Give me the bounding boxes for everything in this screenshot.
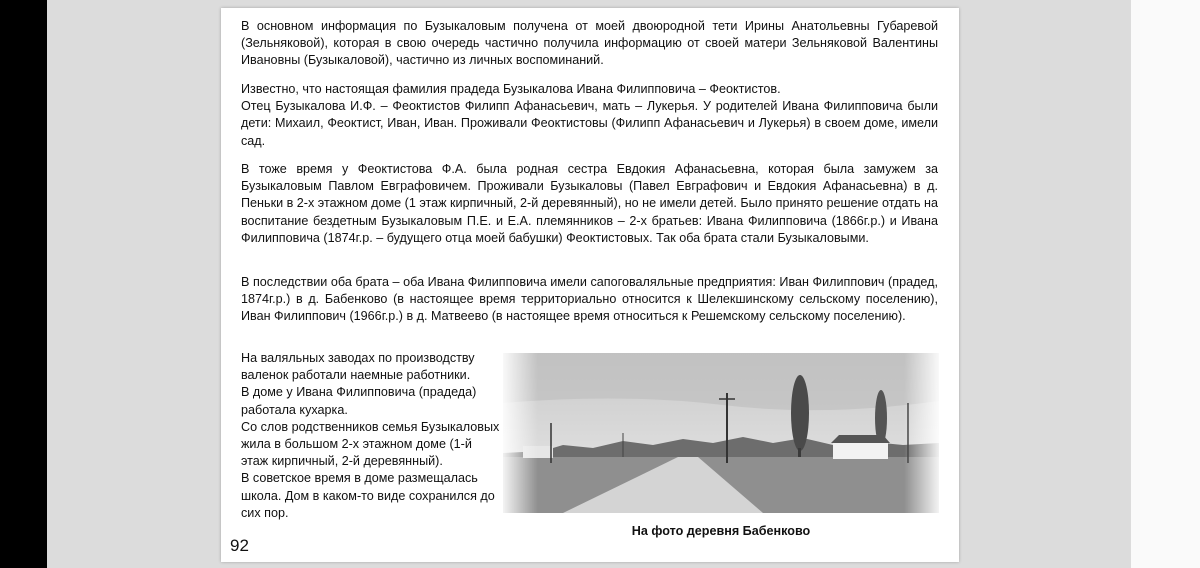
document-page	[221, 8, 959, 562]
photo-caption: На фото деревня Бабенково	[631, 524, 811, 538]
paragraph-4: В последствии оба брата – оба Ивана Филипповича имели сапоговаляльные предприятия: Иван Филиппович (прадед, 1874г.р.) в д. Бабенково (в настоящее время территориально относится к Шелекшинскому сельскому поселению), Иван Филиппович (1966г.р.) в д. Матвеево (в настоящее время относиться к Решемскому сельскому поселению).	[241, 275, 938, 324]
paragraph-1: В основном информация по Бузыкаловым получена от моей двоюродной тети Ирины Анатольевны Губаревой (Зельняковой), которая в свою очередь частично получила информацию от своей матери Зельняковой Валентины Ивановны (Бузыкаловой), частично из личных воспоминаний.	[241, 19, 938, 68]
navigation-bar	[1131, 0, 1200, 568]
left-black-bar	[0, 0, 47, 568]
paragraph-2: Известно, что настоящая фамилия прадеда Бузыкалова Ивана Филипповича – Феоктистов. Отец Бузыкалова И.Ф. – Феоктистов Филипп Афанасьевич, мать – Лукерья. У родителей Ивана Филипповича были дети: Михаил, Феоктист, Иван, Иван. Проживали Феоктистовы (Филипп Афанасьевич и Лукерья) в своем доме, имели сад.	[241, 82, 938, 148]
village-photo	[503, 353, 939, 513]
paragraph-3: В тоже время у Феоктистова Ф.А. была родная сестра Евдокия Афанасьевна, которая была замужем за Бузыкаловым Павлом Евграфовичем. Проживали Бузыкаловы (Павел Евграфович и Евдокия Афанасьевна) в д. Пеньки в 2-х этажном доме (1 этаж кирпичный, 2-й деревянный), но не имели детей. Было принято решение отдать на воспитание бездетным Бузыкаловым П.Е. и Е.А. племянников – 2-х братьев: Ивана Филипповича (1866г.р.) и Ивана Филипповича (1874г.р. – будущего отца моей бабушки) Феоктистовых. Так оба брата стали Бузыкаловыми.	[241, 162, 938, 245]
page-number: 92	[230, 536, 249, 555]
left-column-text: На валяльных заводах по производству валенок работали наемные работники. В доме у Ивана Филипповича (прадеда) работала кухарка. Со слов родственников семья Бузыкаловых жила в большом 2-х этажном доме (1-й этаж кирпичный, 2-й деревянный). В советское время в доме размещалась школа. Дом в каком-то виде сохранился до сих пор.	[241, 351, 500, 520]
